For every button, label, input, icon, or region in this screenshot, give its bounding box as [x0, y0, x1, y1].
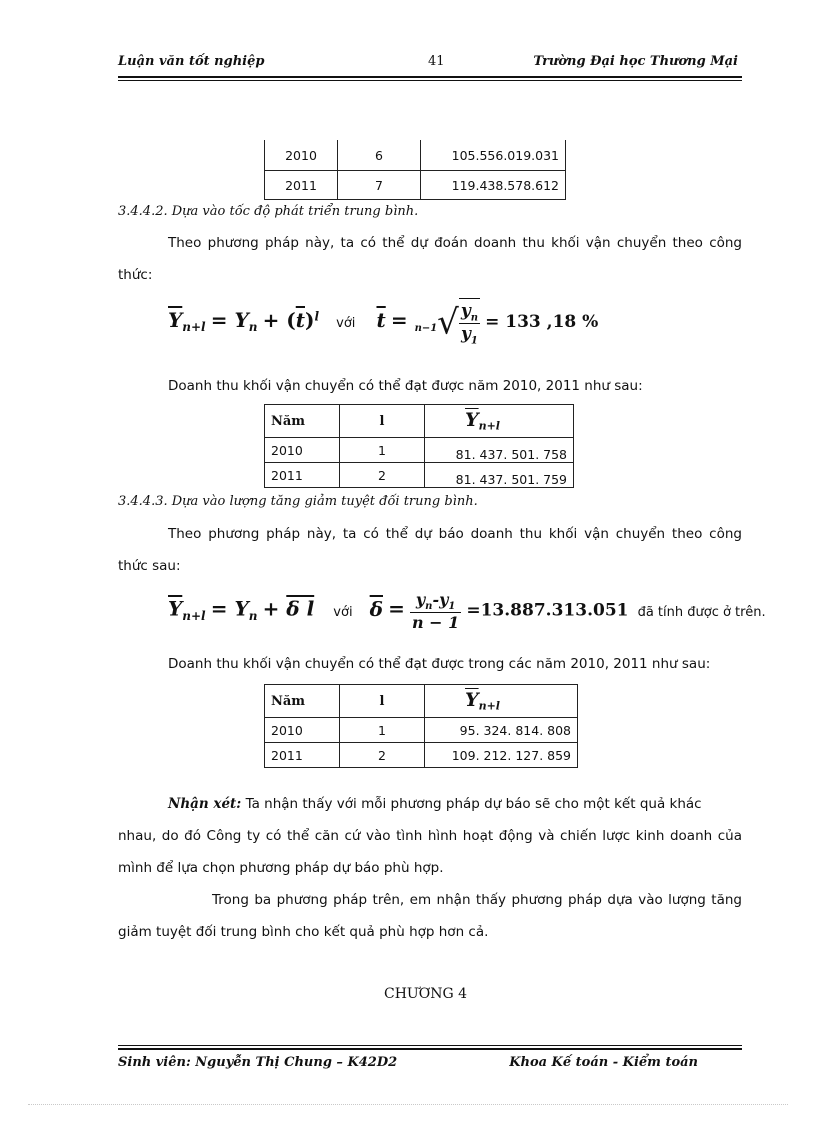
- footer-left: Sinh viên: Nguyễn Thị Chung – K42D2: [118, 1055, 398, 1070]
- formula-growth-rate: $\overline{Y}_{n+l} = Y_n + (\overline{t})^l$ với $\overline{t} = _{n-1}√$ $\frac{y_n}{y_1}$ = 133 ,18 %: [168, 298, 598, 358]
- header-right: Trường Đại học Thương Mại: [533, 54, 738, 69]
- table-row: 2010 1 81. 437. 501. 758: [265, 438, 574, 463]
- chapter-title: CHƯƠNG 4: [384, 986, 467, 1002]
- paragraph: Doanh thu khối vận chuyển có thể đạt được trong các năm 2010, 2011 như sau:: [168, 656, 711, 672]
- page-bottom-dotted-line: [28, 1104, 788, 1105]
- paragraph: thức sau:: [118, 558, 181, 574]
- section-heading: 3.4.4.3. Dựa vào lượng tăng giảm tuyệt đối trung bình.: [118, 494, 478, 509]
- table-row: 2011 7 119.438.578.612: [265, 171, 566, 200]
- table-row: 2011 2 109. 212. 127. 859: [265, 743, 578, 768]
- footer-rule: [118, 1048, 742, 1050]
- remark-line: nhau, do đó Công ty có thể căn cứ vào tình hình hoạt động và chiến lược kinh doanh của: [118, 828, 742, 844]
- header-left: Luận văn tốt nghiệp: [118, 54, 265, 69]
- table-row: 2010 1 95. 324. 814. 808: [265, 718, 578, 743]
- table-header-row: Năm l $\overline{Y}_{n+l}$: [265, 405, 574, 438]
- table-header-row: Năm l $\overline{Y}_{n+l}$: [265, 685, 578, 718]
- table-continuation: [264, 140, 566, 200]
- paragraph: Theo phương pháp này, ta có thể dự báo doanh thu khối vận chuyển theo công: [168, 526, 742, 542]
- section-heading: 3.4.4.2. Dựa vào tốc độ phát triển trung bình.: [118, 204, 419, 219]
- header-rule-thin: [118, 80, 742, 81]
- header-rule: [118, 76, 742, 78]
- remark-line: Trong ba phương pháp trên, em nhận thấy phương pháp dựa vào lượng tăng: [212, 892, 742, 908]
- formula-absolute-change: $\overline{Y}_{n+l} = Y_n + \delta$ l với $\overline{\delta}$ = $\frac{y_n-y_1}{n - 1}$ =13.887.313.051 đã tính được ở trên.: [168, 590, 766, 633]
- footer-right: Khoa Kế toán - Kiểm toán: [509, 1055, 698, 1070]
- remark-line: Nhận xét: Ta nhận thấy với mỗi phương pháp dự báo sẽ cho một kết quả khác: [168, 796, 702, 812]
- footer-rule-thin: [118, 1045, 742, 1046]
- remark-label: Nhận xét:: [168, 796, 242, 812]
- paragraph: Doanh thu khối vận chuyển có thể đạt được năm 2010, 2011 như sau:: [168, 378, 643, 394]
- paragraph: Theo phương pháp này, ta có thể dự đoán doanh thu khối vận chuyển theo công: [168, 235, 742, 251]
- paragraph: thức:: [118, 267, 153, 283]
- page-number: 41: [428, 54, 445, 69]
- remark-line: mình để lựa chọn phương pháp dự báo phù hợp.: [118, 860, 444, 876]
- forecast-table-absolute: [264, 684, 578, 768]
- remark-line: giảm tuyệt đối trung bình cho kết quả phù hợp hơn cả.: [118, 924, 489, 940]
- table-row: 2011 2 81. 437. 501. 759: [265, 463, 574, 488]
- forecast-table-growth: [264, 404, 574, 488]
- table-row: 2010 6 105.556.019.031: [265, 140, 566, 171]
